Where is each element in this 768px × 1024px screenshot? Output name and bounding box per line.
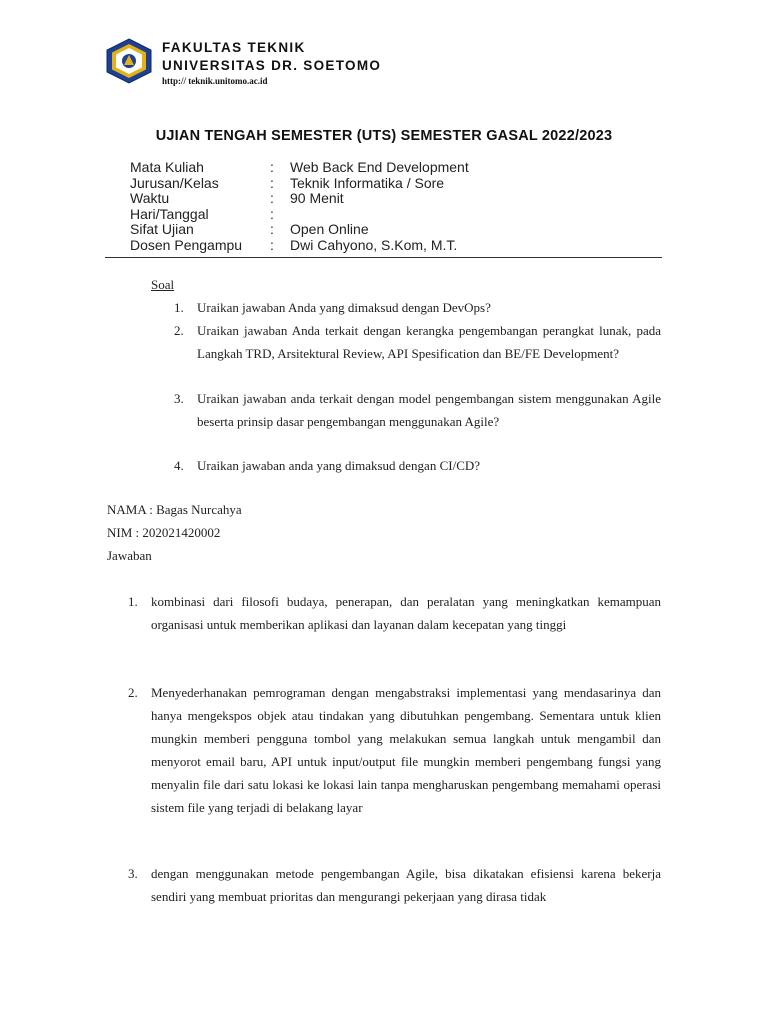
answers-heading: Jawaban xyxy=(107,548,152,563)
soal-heading: Soal xyxy=(151,277,175,292)
answer-number: 2. xyxy=(128,685,138,700)
answer-number: 3. xyxy=(128,866,138,881)
question-number: 4. xyxy=(174,458,184,473)
faculty-url[interactable]: http:// teknik.unitomo.ac.id xyxy=(162,76,268,86)
info-row-jurusan-kelas xyxy=(0,176,768,192)
info-label: Dosen Pengampu xyxy=(130,236,243,253)
info-separator: : xyxy=(270,190,274,206)
info-separator: : xyxy=(270,174,274,191)
info-row-mata-kuliah xyxy=(0,160,768,176)
question-text: Uraikan jawaban Anda terkait dengan kerangka pengembangan perangkat lunak, pada Langkah TRD, Arsitektural Review, API Spesification dan BE/FE Development? xyxy=(197,323,661,361)
question-text: Uraikan jawaban Anda yang dimaksud dengan DevOps? xyxy=(197,300,491,315)
answer-text: Menyederhanakan pemrograman dengan mengabstraksi implementasi yang mendasarinya dan hanya mengekspos objek atau tindakan yang dibutuhkan pengembang. Sementara untuk klien mungkin memberi pengguna tombol yang melakukan semua langkah untuk mengambil dan menyorot email baru, API untuk input/output file mungkin memberi pengembang fungsi yang menyalin file dari satu lokasi ke lokasi lain tanpa mengharuskan pengembang memahami operasi sistem file yang terjadi di belakang layar xyxy=(151,685,661,815)
info-separator: : xyxy=(270,159,274,175)
info-label: Mata Kuliah xyxy=(130,159,204,175)
info-value: Teknik Informatika / Sore xyxy=(290,174,445,191)
answer-number: 1. xyxy=(128,594,138,609)
student-name: NAMA : Bagas Nurcahya xyxy=(107,502,242,517)
info-value: Dwi Cahyono, S.Kom, M.T. xyxy=(290,236,458,253)
faculty-name: FAKULTAS TEKNIK xyxy=(162,40,306,55)
university-name: UNIVERSITAS DR. SOETOMO xyxy=(162,58,382,73)
question-number: 2. xyxy=(174,323,184,338)
info-label: Hari/Tanggal xyxy=(130,205,209,222)
question-number: 3. xyxy=(174,391,184,406)
header-divider xyxy=(105,257,662,258)
info-value: Open Online xyxy=(290,221,369,237)
info-label: Waktu xyxy=(130,190,170,206)
question-text: Uraikan jawaban anda terkait dengan model pengembangan sistem menggunakan Agile beserta prinsip dasar pengembangan menggunakan Agile? xyxy=(197,391,661,429)
info-separator: : xyxy=(270,221,274,237)
info-label: Sifat Ujian xyxy=(130,221,194,237)
student-id: NIM : 202021420002 xyxy=(107,525,221,540)
answer-text: dengan menggunakan metode pengembangan Agile, bisa dikatakan efisiensi karena bekerja sendiri yang membuat prioritas dan mengurangi pekerjaan yang dirasa tidak xyxy=(151,866,661,904)
info-row-sifat-ujian xyxy=(0,222,768,238)
info-row-dosen-pengampu xyxy=(0,238,768,254)
info-row-waktu xyxy=(0,191,768,207)
info-row-hari-tanggal xyxy=(0,207,768,223)
info-value: 90 Menit xyxy=(290,190,344,206)
question-number: 1. xyxy=(174,300,184,315)
question-text: Uraikan jawaban anda yang dimaksud dengan CI/CD? xyxy=(197,458,481,473)
info-separator: : xyxy=(270,236,274,253)
exam-title: UJIAN TENGAH SEMESTER (UTS) SEMESTER GASAL 2022/2023 xyxy=(155,128,613,144)
info-separator: : xyxy=(270,205,274,222)
answer-text: kombinasi dari filosofi budaya, penerapan, dan peralatan yang meningkatkan kemampuan organisasi untuk memberikan aplikasi dan layanan dalam kecepatan yang tinggi xyxy=(151,594,661,632)
info-label: Jurusan/Kelas xyxy=(130,174,219,191)
university-logo xyxy=(104,38,154,84)
info-value: Web Back End Development xyxy=(290,159,469,175)
